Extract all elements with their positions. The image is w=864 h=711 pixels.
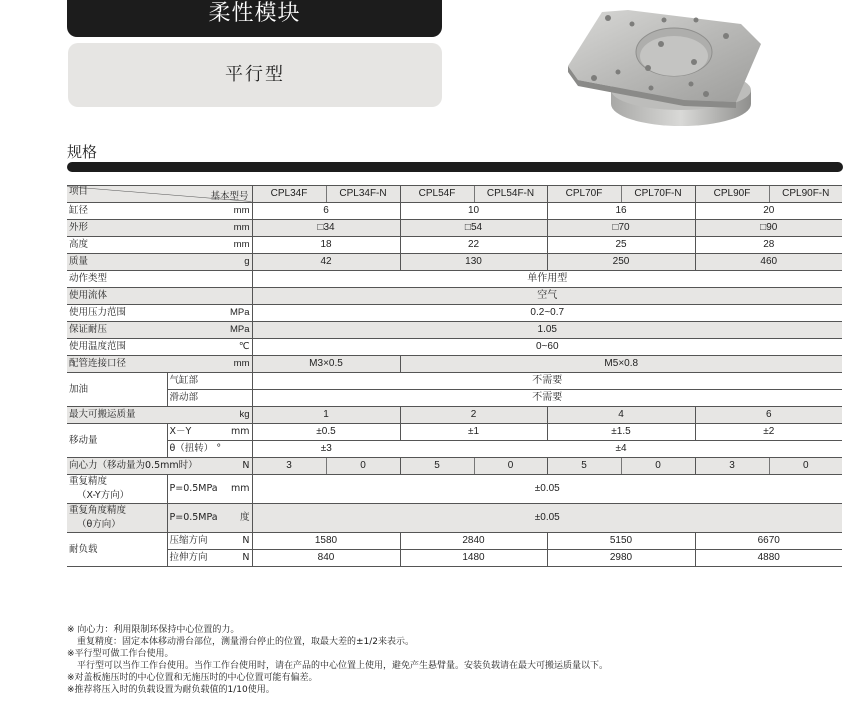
value-cell: 不需要 xyxy=(252,373,842,390)
value-cell: 不需要 xyxy=(252,390,842,407)
table-row-centering-force xyxy=(67,458,842,475)
table-row-load-tension xyxy=(67,550,842,567)
value-cell: 2840 xyxy=(400,533,547,550)
value-cell: 0 xyxy=(326,458,400,475)
row-label: 配管连接口径 xyxy=(67,356,167,373)
sub-row-label-text: X－Y xyxy=(169,426,192,437)
value-cell: 130 xyxy=(400,254,547,271)
table-row-temperature-range xyxy=(67,339,842,356)
category-title-banner: 柔性模块 xyxy=(67,0,442,37)
row-unit: g xyxy=(167,254,252,271)
row-label: 外形 xyxy=(67,220,167,237)
row-unit: 度 xyxy=(239,512,250,523)
table-row-height xyxy=(67,237,842,254)
table-row-bore xyxy=(67,203,842,220)
row-unit: MPa xyxy=(167,322,252,339)
value-cell: 1580 xyxy=(252,533,400,550)
row-label: 动作类型 xyxy=(67,271,252,288)
condition-text: P=0.5MPa xyxy=(169,512,218,523)
footnote: 平行型可以当作工作台使用。当作工作台使用时，请在产品的中心位置上使用，避免产生悬臂量。安装负载请在最大可搬运质量以下。 xyxy=(77,661,609,671)
condition-cell xyxy=(167,504,252,533)
value-cell: ±3 xyxy=(252,441,400,458)
table-row-fluid xyxy=(67,288,842,305)
value-cell: □90 xyxy=(695,220,842,237)
sub-row-label xyxy=(167,424,252,441)
value-cell: 25 xyxy=(547,237,695,254)
value-cell: 16 xyxy=(547,203,695,220)
value-cell: 空气 xyxy=(252,288,842,305)
row-label xyxy=(67,475,167,504)
sub-row-label-text: θ（扭转） xyxy=(169,443,214,454)
value-cell: 5 xyxy=(400,458,474,475)
model-header: CPL34F-N xyxy=(326,186,400,203)
row-label: 保证耐压 xyxy=(67,322,167,339)
value-cell: 单作用型 xyxy=(252,271,842,288)
value-cell: ±1.5 xyxy=(547,424,695,441)
value-cell: 3 xyxy=(252,458,326,475)
model-header: CPL70F xyxy=(547,186,621,203)
row-unit: kg xyxy=(167,407,252,424)
sub-row-label xyxy=(167,550,252,567)
value-cell: ±1 xyxy=(400,424,547,441)
condition-text: P=0.5MPa xyxy=(169,483,218,494)
value-cell: ±0.05 xyxy=(252,504,842,533)
footnote: ※对盖板施压时的中心位置和无施压时的中心位置可能有偏差。 xyxy=(67,673,318,683)
value-cell: 250 xyxy=(547,254,695,271)
value-cell: 20 xyxy=(695,203,842,220)
corner-header-cell xyxy=(67,186,252,203)
row-label: 缸径 xyxy=(67,203,167,220)
table-row-lubrication-slide xyxy=(67,390,842,407)
sub-row-label: 滑动部 xyxy=(167,390,252,407)
value-cell: 10 xyxy=(400,203,547,220)
condition-cell xyxy=(167,475,252,504)
value-cell: 1480 xyxy=(400,550,547,567)
value-cell: 0 xyxy=(769,458,842,475)
row-label: 质量 xyxy=(67,254,167,271)
value-cell: 22 xyxy=(400,237,547,254)
value-cell: 0~60 xyxy=(252,339,842,356)
row-unit: mm xyxy=(167,237,252,254)
value-cell: ±4 xyxy=(400,441,842,458)
value-cell: 5 xyxy=(547,458,621,475)
row-label: 加油 xyxy=(67,373,167,407)
row-label: 使用流体 xyxy=(67,288,252,305)
row-unit: ° xyxy=(216,443,222,454)
value-cell: 2980 xyxy=(547,550,695,567)
row-label: 最大可搬运质量 xyxy=(67,407,167,424)
row-unit: mm xyxy=(167,203,252,220)
row-label-line2: （θ方向） xyxy=(77,519,121,530)
table-row-repeatability-angle xyxy=(67,504,842,533)
sub-row-label: 气缸部 xyxy=(167,373,252,390)
table-row-outline xyxy=(67,220,842,237)
footnote: ※推荐将压入时的负载设置为耐负载值的1/10使用。 xyxy=(67,685,275,695)
table-row-lubrication-cylinder xyxy=(67,373,842,390)
row-label-text: 向心力（移动量为0.5mm时） xyxy=(69,460,198,471)
table-row-movement-xy xyxy=(67,424,842,441)
section-title: 规格 xyxy=(67,143,98,161)
value-cell: ±2 xyxy=(695,424,842,441)
value-cell: ±0.05 xyxy=(252,475,842,504)
sub-row-label-text: 压缩方向 xyxy=(169,535,208,546)
model-header: CPL70F-N xyxy=(621,186,695,203)
footnote: 重复精度：固定本体移动滑台部位，测量滑台停止的位置，取最大差的±1/2来表示。 xyxy=(77,637,415,647)
row-label: 耐负载 xyxy=(67,533,167,567)
value-cell: M3×0.5 xyxy=(252,356,400,373)
row-unit: N xyxy=(242,535,250,546)
sub-row-label-text: 拉伸方向 xyxy=(169,552,208,563)
table-row-max-load xyxy=(67,407,842,424)
value-cell: 1 xyxy=(252,407,400,424)
model-header: CPL90F-N xyxy=(769,186,842,203)
sub-row-label xyxy=(167,441,252,458)
table-row-movement-theta xyxy=(67,441,842,458)
row-label xyxy=(67,504,167,533)
footnotes xyxy=(67,624,857,696)
row-label xyxy=(67,458,252,475)
value-cell: □70 xyxy=(547,220,695,237)
value-cell: □34 xyxy=(252,220,400,237)
table-row-pressure-range xyxy=(67,305,842,322)
value-cell: 840 xyxy=(252,550,400,567)
model-header: CPL54F-N xyxy=(474,186,547,203)
value-cell: 3 xyxy=(695,458,769,475)
spec-table xyxy=(67,185,842,567)
row-unit: N xyxy=(242,552,250,563)
row-unit: mm xyxy=(230,483,250,494)
value-cell: 0.2~0.7 xyxy=(252,305,842,322)
footnote: ※ 向心力：利用限制环保持中心位置的力。 xyxy=(67,625,240,635)
value-cell: M5×0.8 xyxy=(400,356,842,373)
table-row-port-size xyxy=(67,356,842,373)
row-unit: MPa xyxy=(167,305,252,322)
value-cell: 1.05 xyxy=(252,322,842,339)
value-cell: 2 xyxy=(400,407,547,424)
section-divider-bar xyxy=(67,162,843,172)
model-header: CPL34F xyxy=(252,186,326,203)
item-label: 项目 xyxy=(69,186,89,197)
value-cell: 6670 xyxy=(695,533,842,550)
row-label-line2: （X-Y方向） xyxy=(77,490,130,501)
table-row-load-compression xyxy=(67,533,842,550)
value-cell: ±0.5 xyxy=(252,424,400,441)
model-header: CPL90F xyxy=(695,186,769,203)
row-label-line1: 重复角度精度 xyxy=(69,505,127,516)
type-subtitle-banner: 平行型 xyxy=(68,43,442,107)
row-unit: N xyxy=(242,460,250,471)
table-row-repeatability-xy xyxy=(67,475,842,504)
table-row-proof-pressure xyxy=(67,322,842,339)
value-cell: 18 xyxy=(252,237,400,254)
footnote: ※平行型可做工作台使用。 xyxy=(67,649,174,659)
model-header: CPL54F xyxy=(400,186,474,203)
value-cell: 6 xyxy=(252,203,400,220)
model-number-label: 基本型号 xyxy=(210,191,249,202)
value-cell: 5150 xyxy=(547,533,695,550)
value-cell: 0 xyxy=(621,458,695,475)
table-row-action-type xyxy=(67,271,842,288)
row-label: 高度 xyxy=(67,237,167,254)
value-cell: 4880 xyxy=(695,550,842,567)
product-image xyxy=(566,4,766,132)
row-label: 使用温度范围 xyxy=(67,339,167,356)
row-label-line1: 重复精度 xyxy=(69,476,108,487)
row-unit: ℃ xyxy=(167,339,252,356)
value-cell: 42 xyxy=(252,254,400,271)
table-header-row xyxy=(67,186,842,203)
row-unit: mm xyxy=(167,220,252,237)
value-cell: 460 xyxy=(695,254,842,271)
row-unit: mm xyxy=(167,356,252,373)
table-row-mass xyxy=(67,254,842,271)
row-label: 移动量 xyxy=(67,424,167,458)
value-cell: 6 xyxy=(695,407,842,424)
value-cell: 0 xyxy=(474,458,547,475)
row-unit: mm xyxy=(230,426,250,437)
value-cell: 28 xyxy=(695,237,842,254)
row-label: 使用压力范围 xyxy=(67,305,167,322)
sub-row-label xyxy=(167,533,252,550)
value-cell: 4 xyxy=(547,407,695,424)
value-cell: □54 xyxy=(400,220,547,237)
